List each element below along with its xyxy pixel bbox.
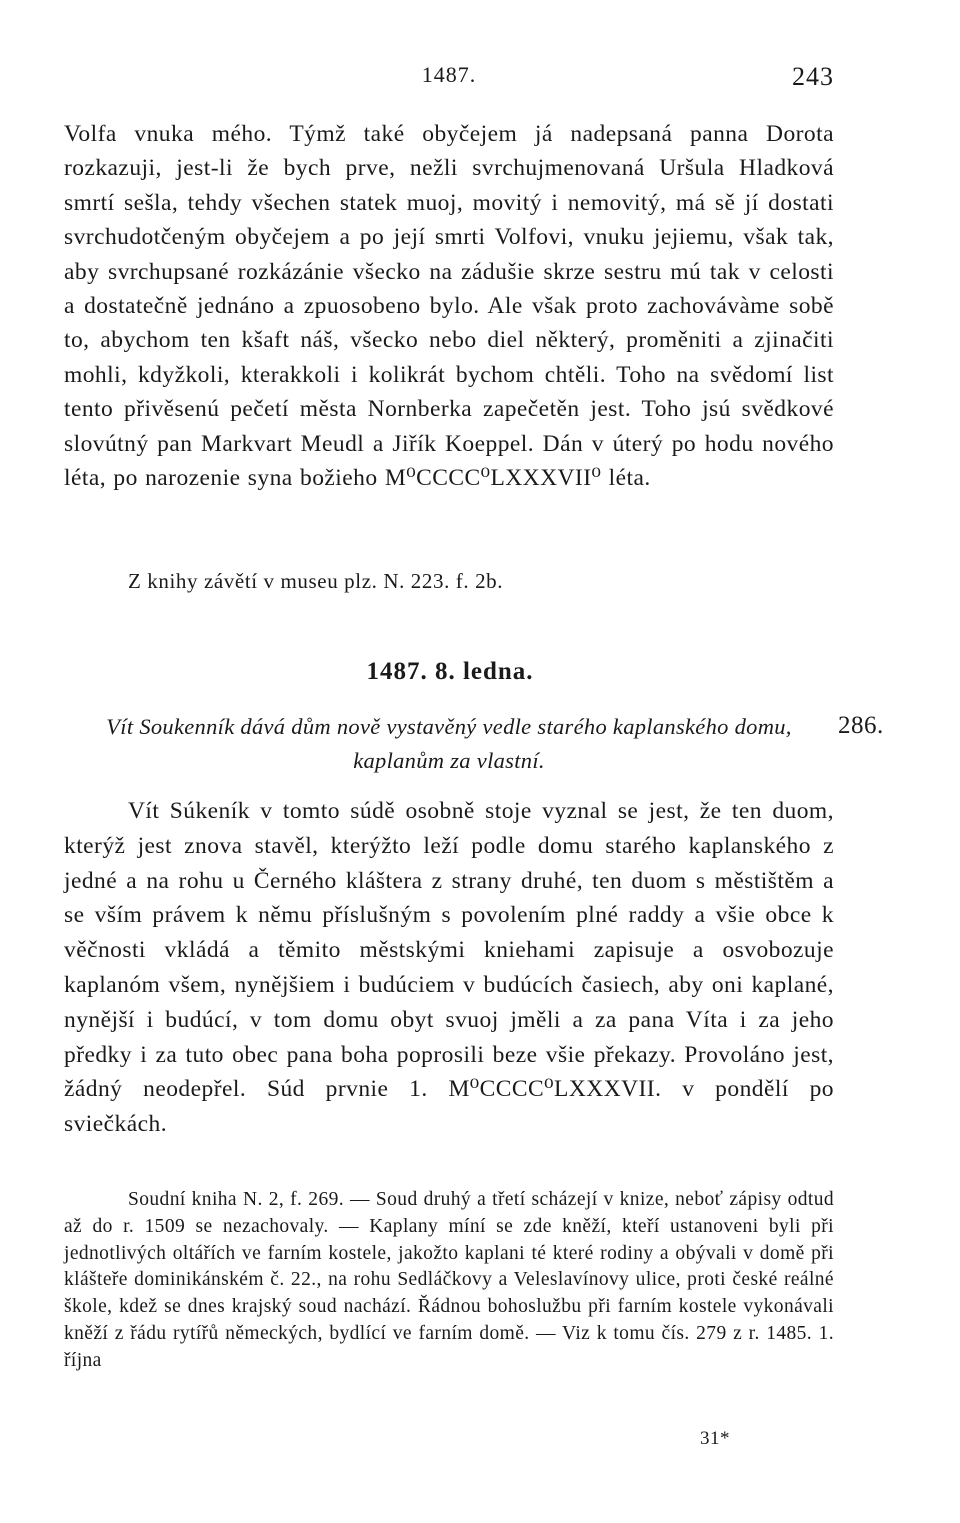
page-header [64, 62, 834, 98]
running-head-year: 1487. [421, 62, 477, 87]
source-citation: Z knihy závětí v museu plz. N. 223. f. 2b. [128, 569, 504, 593]
printer-signature-mark: 31* [700, 1428, 730, 1449]
entry-summary: Vít Soukenník dává dům nově vystavěný vedle starého kaplanského domu, kaplanům za vlastní. [106, 714, 792, 773]
entry-date-heading: 1487. 8. ledna. [366, 658, 534, 685]
page-number: 243 [792, 62, 834, 91]
entry-document-text: Vít Súkeník v tomto súdě osobně stoje vyznal se jest, že ten duom, kterýž jest znova stavěl, kterýžto leží podle domu starého kaplanského z jedné a na rohu u Černého kláštera z strany druhé, ten duom s městištěm a se vším právem k němu příslušným s povolením plné raddy a všie obce k věčnosti vkládá a těmito městskými kniehami zapisuje a osvobozuje kaplanóm všem, nynějšiem i budúciem v budúcích časiech, aby oni kaplané, nynější i budúcí, v tom domu obyt svuoj jměli a za pana Víta i za jeho předky i za tuto obec pana boha poprosili beze všie překazy. Provoláno jest, žádný neodepřel. Súd prvnie 1. M⁰CCCC⁰LXXXVII. v pondělí po sviečkách. [64, 798, 834, 1138]
continued-document-text: Volfa vnuka mého. Týmž také obyčejem já nadepsaná panna Dorota rozkazuji, jest-li že bych prve, nežli svrchujmenovaná Uršula Hladková smrtí sešla, tehdy všechen statek muoj, movitý i nemovitý, má sě jí dostati svrchudotčeným obyčejem a po její smrti Volfovi, vnuku jejiemu, však tak, aby svrchupsané rozkázánie všecko na zádušie skrze sestru mú tak v celosti a dostatečně jednáno a zpuosobeno bylo. Ale však proto zachovávàme sobě to, abychom ten kšaft náš, všecko nebo diel některý, proměniti a zjinačiti mohli, kdyžkoli, kterakkoli i kolikrát bychom chtěli. Toho na svědomí list tento přivěsenú pečetí města Nornberka zapečetěn jest. Toho jsú svědkové slovútný pan Markvart Meudl a Jiřík Koeppel. Dán v úterý po hodu nového léta, po narozenie syna božieho M⁰CCCC⁰LXXXVII⁰ léta. [64, 121, 834, 492]
editorial-footnote: Soudní kniha N. 2, f. 269. — Soud druhý a třetí scházejí v knize, neboť zápisy odtud až do r. 1509 se nezachovaly. — Kaplany míní se zde kněží, kteří ustanoveni byli při jednotlivých oltářích ve farním kostele, jakožto kaplani té které rodiny a obývali v domě při klášteře dominikánském č. 22., na rohu Sedláčkovy a Veleslavínovy ulice, proti české reálné škole, kdež se dnes krajský soud nachází. Řádnou bohoslužbu při farním kostele vykonávali kněží z řádu rytířů německých, bydlící ve farním domě. — Viz k tomu čís. 279 z r. 1485. 1. října [64, 1189, 834, 1371]
entry-number: 286. [838, 712, 884, 739]
